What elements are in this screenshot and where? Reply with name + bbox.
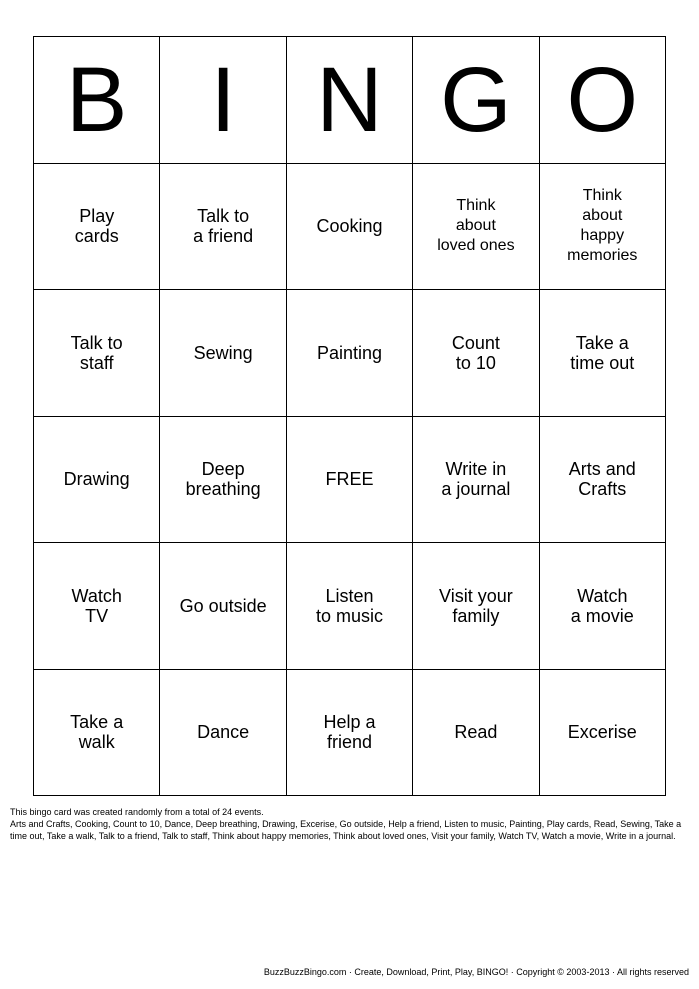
bingo-cell: Drawing xyxy=(34,417,160,544)
event-list-note xyxy=(10,806,690,842)
bingo-cell: Watch a movie xyxy=(540,543,666,670)
bingo-cell: Dance xyxy=(160,670,286,797)
bingo-cell: Talk to staff xyxy=(34,290,160,417)
bingo-cell: Write in a journal xyxy=(413,417,539,544)
bingo-cell: Count to 10 xyxy=(413,290,539,417)
bingo-cell: Talk to a friend xyxy=(160,164,286,291)
bingo-cell: Painting xyxy=(287,290,413,417)
bingo-cell: Deep breathing xyxy=(160,417,286,544)
bingo-cell: Go outside xyxy=(160,543,286,670)
bingo-cell: Listen to music xyxy=(287,543,413,670)
bingo-card xyxy=(33,36,666,796)
header-letter-i: I xyxy=(160,37,286,164)
bingo-cell: Sewing xyxy=(160,290,286,417)
bingo-cell: Take a walk xyxy=(34,670,160,797)
event-list: Arts and Crafts, Cooking, Count to 10, Dance, Deep breathing, Drawing, Excerise, Go outside, Help a friend, Listen to music, Painting, Play cards, Read, Sewing, Take a time out, Take a walk, Talk to a friend, Talk to staff, Think about happy memories, Think about loved ones, Visit your family, Watch TV, Watch a movie, Write in a journal. xyxy=(10,819,682,841)
header-letter-b: B xyxy=(34,37,160,164)
free-space-cell: FREE xyxy=(287,417,413,544)
bingo-cell: Excerise xyxy=(540,670,666,797)
event-count-note: This bingo card was created randomly from a total of 24 events. xyxy=(10,807,264,817)
bingo-cell: Think about loved ones xyxy=(413,164,539,291)
bingo-cell: Cooking xyxy=(287,164,413,291)
bingo-cell: Arts and Crafts xyxy=(540,417,666,544)
bingo-cell: Play cards xyxy=(34,164,160,291)
copyright-footer: BuzzBuzzBingo.com · Create, Download, Print, Play, BINGO! · Copyright © 2003-2013 · All rights reserved xyxy=(263,967,689,977)
header-letter-n: N xyxy=(287,37,413,164)
bingo-cell: Help a friend xyxy=(287,670,413,797)
bingo-cell: Read xyxy=(413,670,539,797)
header-letter-g: G xyxy=(413,37,539,164)
bingo-cell: Watch TV xyxy=(34,543,160,670)
bingo-cell: Take a time out xyxy=(540,290,666,417)
header-letter-o: O xyxy=(540,37,666,164)
bingo-cell: Think about happy memories xyxy=(540,164,666,291)
bingo-cell: Visit your family xyxy=(413,543,539,670)
